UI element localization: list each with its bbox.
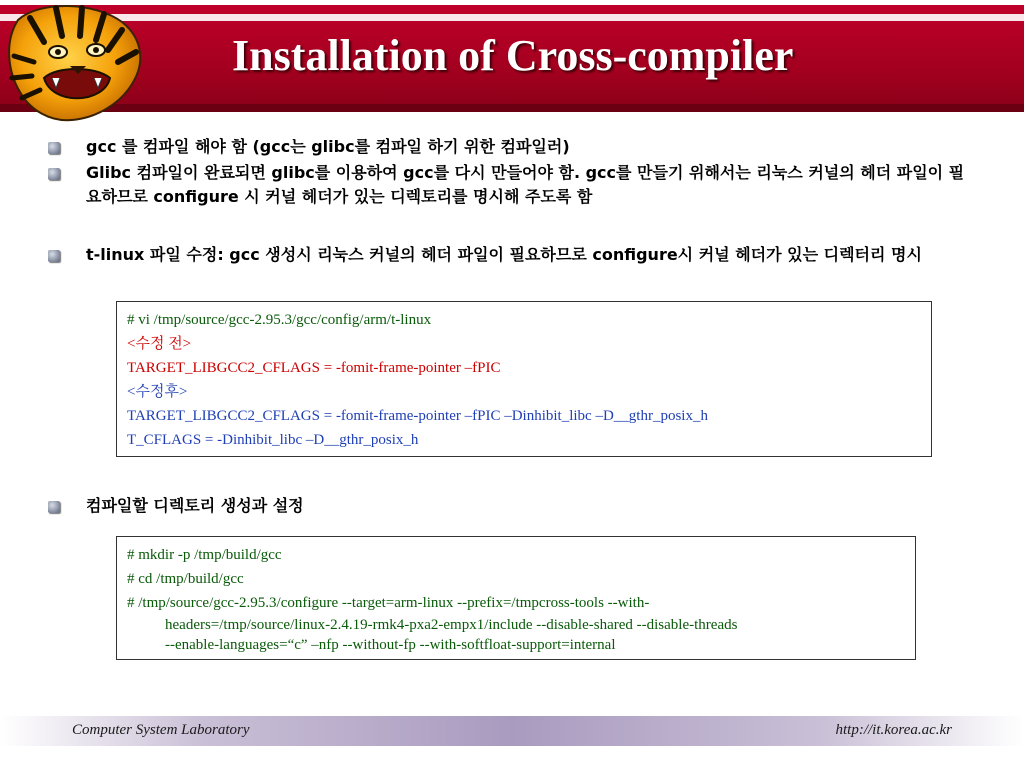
bullet-item [48, 243, 978, 267]
bullet-text: Glibc 컴파일이 완료되면 glibc를 이용하여 gcc를 다시 만들어야 함. gcc를 만들기 위해서는 리눅스 커널의 헤더 파일이 필요하므로 configure 시 커널 헤더가 있는 디렉토리를 명시해 주도록 함 [86, 163, 965, 206]
bullet-icon [48, 168, 60, 180]
code-line: TARGET_LIBGCC2_CFLAGS = -fomit-frame-pointer –fPIC –Dinhibit_libc –D__gthr_posix_h [127, 408, 708, 424]
bullet-item [48, 161, 978, 209]
code-line: --enable-languages=“c” –nfp --without-fp --with-softfloat-support=internal [165, 637, 616, 653]
bullet-icon [48, 250, 60, 262]
footer-lab-name: Computer System Laboratory [72, 722, 250, 738]
bullet-icon [48, 501, 60, 513]
code-line: # /tmp/source/gcc-2.95.3/configure --target=arm-linux --prefix=/tmpcross-tools --with- [127, 595, 650, 611]
bullet-icon [48, 142, 60, 154]
bullet-text: t-linux 파일 수정: gcc 생성시 리눅스 커널의 헤더 파일이 필요하므로 configure시 커널 헤더가 있는 디렉터리 명시 [86, 245, 922, 264]
code-line: T_CFLAGS = -Dinhibit_libc –D__gthr_posix_h [127, 432, 419, 448]
code-box-configure [116, 536, 916, 660]
bullet-text: 컴파일할 디렉토리 생성과 설정 [86, 496, 304, 515]
bullet-item [48, 494, 978, 518]
bullet-item [48, 135, 978, 159]
code-line: # vi /tmp/source/gcc-2.95.3/gcc/config/arm/t-linux [127, 312, 432, 328]
bullet-text: gcc 를 컴파일 해야 함 (gcc는 glibc를 컴파일 하기 위한 컴파일러) [86, 137, 570, 156]
footer-url: http://it.korea.ac.kr [835, 722, 952, 738]
code-line: # mkdir -p /tmp/build/gcc [127, 547, 282, 563]
code-line: <수정후> [127, 384, 188, 400]
code-line: <수정 전> [127, 336, 192, 352]
code-line: TARGET_LIBGCC2_CFLAGS = -fomit-frame-pointer –fPIC [127, 360, 501, 376]
footer-bar [0, 716, 1024, 746]
code-line: # cd /tmp/build/gcc [127, 571, 244, 587]
code-line: headers=/tmp/source/linux-2.4.19-rmk4-pxa2-empx1/include --disable-shared --disable-threads [165, 617, 738, 633]
slide-title: Installation of Cross-compiler [232, 31, 794, 80]
code-box-t-linux [116, 301, 932, 457]
